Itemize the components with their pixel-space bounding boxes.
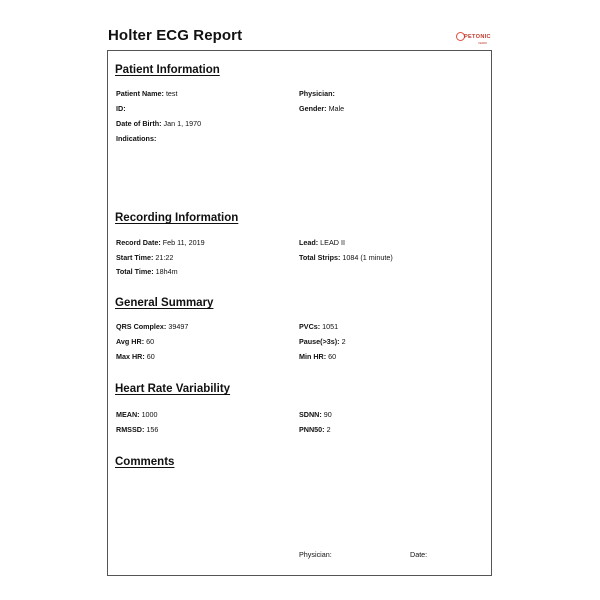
- report-title: Holter ECG Report: [108, 27, 243, 44]
- pvcs-row: [299, 322, 338, 331]
- gender-label: Gender:: [299, 104, 327, 113]
- footer-physician-label: Physician:: [299, 550, 332, 559]
- max-hr-label: Max HR:: [116, 352, 145, 361]
- start-time-value: 21:22: [155, 253, 174, 262]
- pvcs-value: 1051: [322, 322, 339, 331]
- indications-row: [116, 134, 156, 143]
- pause-value: 2: [341, 337, 346, 346]
- qrs-complex-value: 39497: [168, 322, 189, 331]
- lead-value: LEAD II: [320, 238, 345, 247]
- qrs-complex-row: [116, 322, 188, 331]
- mean-value: 1000: [141, 410, 158, 419]
- footer-date-label: Date:: [410, 550, 428, 559]
- pvcs-label: PVCs:: [299, 322, 321, 331]
- section-general-summary: General Summary: [115, 297, 214, 309]
- pnn50-row: [299, 425, 331, 434]
- total-time-row: [116, 267, 178, 276]
- dob-row: [116, 119, 201, 128]
- pnn50-label: PNN50:: [299, 425, 325, 434]
- mean-row: [116, 410, 158, 419]
- dob-value: Jan 1, 1970: [163, 119, 202, 128]
- gender-value: Male: [328, 104, 345, 113]
- logo-subtext: VERDI: [478, 41, 488, 45]
- total-strips-row: [299, 253, 393, 262]
- gender-row: [299, 104, 344, 113]
- record-date-row: [116, 238, 205, 247]
- rmssd-value: 156: [146, 425, 159, 434]
- mean-label: MEAN:: [116, 410, 140, 419]
- start-time-label: Start Time:: [116, 253, 154, 262]
- lead-row: [299, 238, 345, 247]
- sdnn-row: [299, 410, 332, 419]
- rmssd-row: [116, 425, 158, 434]
- id-row: [116, 104, 126, 113]
- record-date-label: Record Date:: [116, 238, 161, 247]
- physician-label: Physician:: [299, 89, 335, 98]
- section-recording-information: Recording Information: [115, 212, 239, 224]
- physician-row: [299, 89, 335, 98]
- sdnn-label: SDNN:: [299, 410, 322, 419]
- total-strips-value: 1084 (1 minute): [342, 253, 393, 262]
- total-strips-label: Total Strips:: [299, 253, 341, 262]
- min-hr-label: Min HR:: [299, 352, 327, 361]
- section-patient-information: Patient Information: [115, 64, 220, 76]
- sdnn-value: 90: [323, 410, 332, 419]
- company-logo: [454, 31, 496, 47]
- total-time-value: 18h4m: [155, 267, 178, 276]
- avg-hr-label: Avg HR:: [116, 337, 145, 346]
- pause-row: [299, 337, 346, 346]
- total-time-label: Total Time:: [116, 267, 154, 276]
- min-hr-value: 60: [328, 352, 337, 361]
- logo-text: PETONIC: [464, 34, 491, 40]
- pnn50-value: 2: [326, 425, 331, 434]
- max-hr-value: 60: [146, 352, 155, 361]
- indications-label: Indications:: [116, 134, 157, 143]
- section-comments: Comments: [115, 456, 175, 468]
- patient-name-value: test: [165, 89, 178, 98]
- report-frame: [107, 50, 492, 576]
- patient-name-row: [116, 89, 178, 98]
- avg-hr-value: 60: [146, 337, 155, 346]
- max-hr-row: [116, 352, 155, 361]
- avg-hr-row: [116, 337, 154, 346]
- record-date-value: Feb 11, 2019: [162, 238, 205, 247]
- lead-label: Lead:: [299, 238, 319, 247]
- qrs-complex-label: QRS Complex:: [116, 322, 167, 331]
- patient-name-label: Patient Name:: [116, 89, 164, 98]
- dob-label: Date of Birth:: [116, 119, 162, 128]
- pause-label: Pause(>3s):: [299, 337, 340, 346]
- section-heart-rate-variability: Heart Rate Variability: [115, 383, 231, 395]
- rmssd-label: RMSSD:: [116, 425, 145, 434]
- id-label: ID:: [116, 104, 126, 113]
- start-time-row: [116, 253, 173, 262]
- min-hr-row: [299, 352, 336, 361]
